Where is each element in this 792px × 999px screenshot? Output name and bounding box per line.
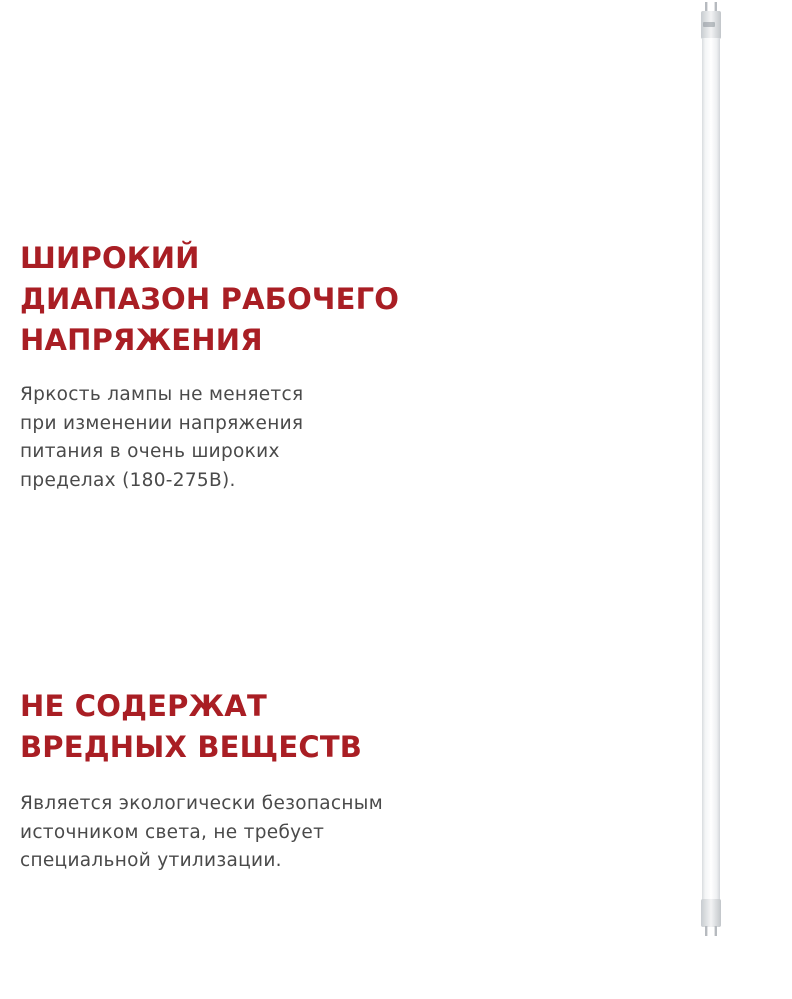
feature-heading — [20, 686, 383, 768]
feature-description-line: Является экологически безопасным — [20, 793, 383, 814]
feature-description-line: источником света, не требует — [20, 821, 325, 843]
feature-description-line: специальной утилизации. — [20, 850, 282, 871]
feature-description-line: пределах (180-275В). — [20, 469, 236, 491]
cropped-top-text-fragment — [26, 0, 416, 2]
feature-heading-line: НЕ СОДЕРЖАТ — [20, 689, 267, 723]
feature-description-line: при изменении напряжения — [20, 412, 304, 434]
feature-description-line: питания в очень широких — [20, 441, 280, 462]
feature-description — [20, 381, 399, 495]
feature-heading-line: ВРЕДНЫХ ВЕЩЕСТВ — [20, 730, 363, 764]
led-tube-lamp-icon — [692, 0, 730, 940]
feature-heading-line: ДИАПАЗОН РАБОЧЕГО — [20, 282, 400, 316]
feature-description — [20, 790, 383, 876]
feature-heading-line: НАПРЯЖЕНИЯ — [20, 323, 263, 357]
feature-no-harmful-substances — [20, 686, 383, 876]
feature-heading — [20, 238, 399, 361]
feature-heading-line: ШИРОКИЙ — [20, 241, 200, 275]
feature-wide-voltage-range — [20, 238, 399, 495]
feature-description-line: Яркость лампы не меняется — [20, 384, 304, 405]
